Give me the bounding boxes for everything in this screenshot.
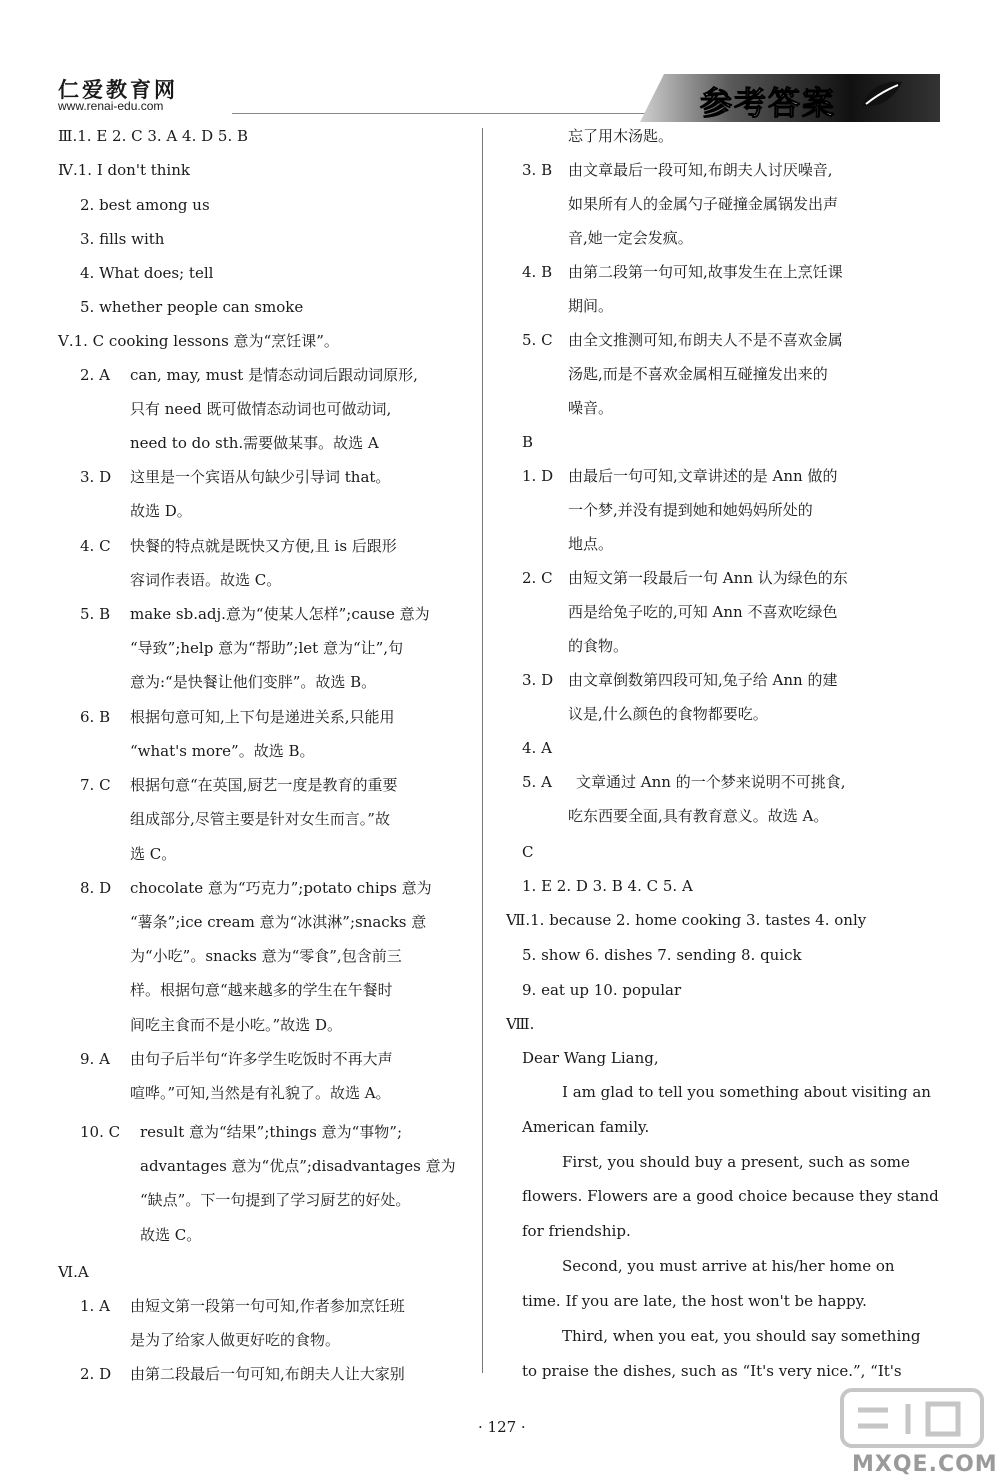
section-label: B [522, 433, 534, 451]
answer-line: 4. What does; tell [80, 264, 214, 282]
question-number: 5. A [522, 773, 552, 791]
question-number: 1. A [80, 1297, 110, 1315]
answer-line: Ⅴ.1. C cooking lessons 意为“烹饪课”。 [58, 332, 339, 350]
question-number: 5. C [522, 331, 553, 349]
letter-line: First, you should buy a present, such as some [562, 1153, 910, 1171]
explanation-line: 故选 C。 [140, 1226, 202, 1244]
explanation-line: 由第二段第一句可知,故事发生在上烹饪课 [568, 263, 843, 281]
explanation-line: 这里是一个宾语从句缺少引导词 that。 [130, 468, 391, 486]
explanation-line: “what's more”。故选 B。 [130, 742, 315, 760]
answer-line: 2. best among us [80, 196, 210, 214]
question-number: 10. C [80, 1123, 121, 1141]
explanation-line: 由全文推测可知,布朗夫人不是不喜欢金属 [568, 331, 843, 349]
explanation-line: 汤匙,而是不喜欢金属相互碰撞发出来的 [568, 365, 828, 383]
explanation-line: 西是给兔子吃的,可知 Ann 不喜欢吃绿色 [568, 603, 838, 621]
explanation-line: 由文章倒数第四段可知,兔子给 Ann 的建 [568, 671, 838, 689]
letter-line: Second, you must arrive at his/her home on [562, 1257, 895, 1275]
answer-line: 5. whether people can smoke [80, 298, 304, 316]
brand-url: www.renai-edu.com [58, 99, 164, 113]
explanation-line: 由文章最后一段可知,布朗夫人讨厌噪音, [568, 161, 833, 179]
explanation-line: chocolate 意为“巧克力”;potato chips 意为 [130, 879, 432, 897]
explanation-line: 选 C。 [130, 845, 177, 863]
brand-name: 仁爱教育网 [58, 77, 178, 102]
explanation-line: 由短文第一段第一句可知,作者参加烹饪班 [130, 1297, 405, 1315]
explanation-line: advantages 意为“优点”;disadvantages 意为 [140, 1157, 456, 1175]
section-label: Ⅷ. [506, 1015, 535, 1033]
explanation-line: 如果所有人的金属勺子碰撞金属锅发出声 [568, 195, 839, 213]
answer-line: 9. eat up 10. popular [522, 981, 682, 999]
question-number: 4. C [80, 537, 111, 555]
question-number: 9. A [80, 1050, 110, 1068]
explanation-line: 快餐的特点就是既快又方便,且 is 后跟形 [130, 537, 397, 555]
letter-line: I am glad to tell you something about visiting an [562, 1083, 931, 1101]
answer-line: Ⅲ.1. E 2. C 3. A 4. D 5. B [58, 127, 249, 145]
section-label: C [522, 843, 534, 861]
explanation-line: 音,她一定会发疯。 [568, 229, 693, 247]
page-header [0, 0, 1000, 120]
question-number: 3. D [522, 671, 554, 689]
question-number: 6. B [80, 708, 111, 726]
answer-line: 1. E 2. D 3. B 4. C 5. A [522, 877, 693, 895]
explanation-line: 故选 D。 [130, 502, 192, 520]
explanation-line: can, may, must 是情态动词后跟动词原形, [130, 366, 418, 384]
watermark-text: MXQE.COM [852, 1452, 998, 1477]
question-number: 4. A [522, 739, 552, 757]
explanation-line: 意为:“是快餐让他们变胖”。故选 B。 [130, 673, 377, 691]
explanation-line: “导致”;help 意为“帮助”;let 意为“让”,句 [130, 639, 404, 657]
explanation-line: 间吃主食而不是小吃。”故选 D。 [130, 1016, 342, 1034]
explanation-line: 由短文第一段最后一句 Ann 认为绿色的东 [568, 569, 848, 587]
explanation-line: “缺点”。下一句提到了学习厨艺的好处。 [140, 1191, 411, 1209]
explanation-line: 由第二段最后一句可知,布朗夫人让大家别 [130, 1365, 405, 1383]
question-number: 5. B [80, 605, 111, 623]
explanation-line: 根据句意“在英国,厨艺一度是教育的重要 [130, 776, 398, 794]
letter-line: time. If you are late, the host won't be happy. [522, 1292, 867, 1310]
question-number: 2. D [80, 1365, 112, 1383]
question-number: 3. D [80, 468, 112, 486]
explanation-line: 根据句意可知,上下句是递进关系,只能用 [130, 708, 395, 726]
explanation-line: 喧哗。”可知,当然是有礼貌了。故选 A。 [130, 1084, 391, 1102]
explanation-line: 只有 need 既可做情态动词也可做动词, [130, 400, 392, 418]
column-divider [482, 128, 483, 1373]
explanation-line: 样。根据句意“越来越多的学生在午餐时 [130, 981, 393, 999]
explanation-line: 地点。 [568, 535, 614, 553]
question-number: 4. B [522, 263, 553, 281]
explanation-line: 忘了用木汤匙。 [568, 127, 674, 145]
explanation-line: result 意为“结果”;things 意为“事物”; [140, 1123, 402, 1141]
header-rule [232, 113, 652, 114]
letter-line: flowers. Flowers are a good choice because they stand [522, 1187, 939, 1205]
letter-line: to praise the dishes, such as “It's very nice.”, “It's [522, 1362, 902, 1380]
explanation-line: need to do sth.需要做某事。故选 A [130, 434, 379, 452]
explanation-line: 的食物。 [568, 637, 629, 655]
leaf-icon [858, 76, 906, 114]
question-number: 2. A [80, 366, 110, 384]
letter-line: for friendship. [522, 1222, 631, 1240]
answer-line: Ⅳ.1. I don't think [58, 161, 190, 179]
explanation-line: “薯条”;ice cream 意为“冰淇淋”;snacks 意 [130, 913, 427, 931]
explanation-line: make sb.adj.意为“使某人怎样”;cause 意为 [130, 605, 430, 623]
explanation-line: 为“小吃”。snacks 意为“零食”,包含前三 [130, 947, 402, 965]
question-number: 1. D [522, 467, 554, 485]
explanation-line: 由句子后半句“许多学生吃饭时不再大声 [130, 1050, 393, 1068]
explanation-line: 期间。 [568, 297, 614, 315]
explanation-line: 是为了给家人做更好吃的食物。 [130, 1331, 341, 1349]
answer-line: Ⅶ.1. because 2. home cooking 3. tastes 4. only [506, 911, 867, 929]
letter-salutation: Dear Wang Liang, [522, 1049, 659, 1067]
explanation-line: 由最后一句可知,文章讲述的是 Ann 做的 [568, 467, 838, 485]
letter-line: American family. [522, 1118, 650, 1136]
banner-title: 参考答案 [700, 84, 837, 122]
question-number: 7. C [80, 776, 111, 794]
explanation-line: 一个梦,并没有提到她和她妈妈所处的 [568, 501, 813, 519]
answer-line: 5. show 6. dishes 7. sending 8. quick [522, 946, 802, 964]
question-number: 3. B [522, 161, 553, 179]
explanation-line: 议是,什么颜色的食物都要吃。 [568, 705, 768, 723]
question-number: 2. C [522, 569, 553, 587]
explanation-line: 文章通过 Ann 的一个梦来说明不可挑食, [576, 773, 846, 791]
question-number: 8. D [80, 879, 112, 897]
letter-line: Third, when you eat, you should say something [562, 1327, 921, 1345]
explanation-line: 组成部分,尽管主要是针对女生而言。”故 [130, 810, 390, 828]
explanation-line: 容词作表语。故选 C。 [130, 571, 282, 589]
answer-line: 3. fills with [80, 230, 165, 248]
section-label: Ⅵ.A [58, 1263, 89, 1281]
explanation-line: 吃东西要全面,具有教育意义。故选 A。 [568, 807, 829, 825]
explanation-line: 噪音。 [568, 399, 614, 417]
page-number: · 127 · [478, 1418, 526, 1436]
